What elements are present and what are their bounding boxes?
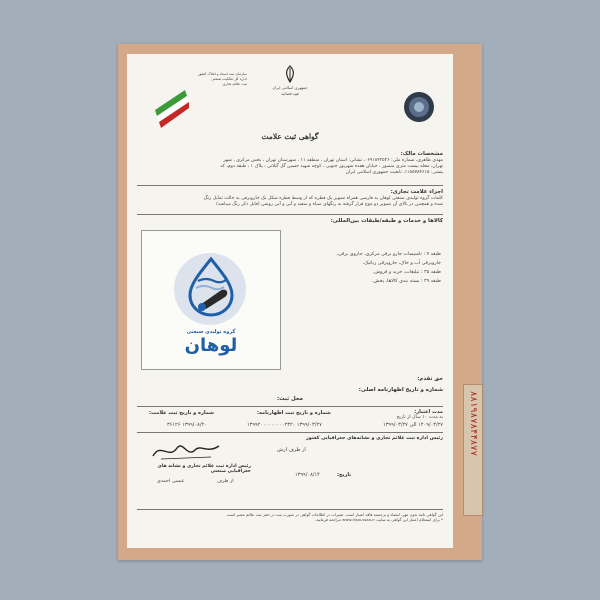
divider bbox=[137, 406, 443, 407]
registration-value: ۱۳۹۹/۰۸/۲۰ ۳۶۱۲۶ bbox=[167, 422, 207, 428]
signature-note: رئیس اداره ثبت علائم تجاری و نشانه‌های جغرافیایی کشور bbox=[305, 436, 443, 441]
priority-label: حق تقدم: bbox=[417, 376, 443, 382]
classes-label: کالاها و خدمات و طبقه/طبقات بین‌المللی: bbox=[330, 218, 443, 224]
footer-note-1: * برای استعلام اعتبار این گواهی به سایت www.iripo.ssaa.ir مراجعه فرمایید. bbox=[315, 517, 443, 523]
logo-subtitle: گروه تولیدی صنعتی bbox=[186, 329, 236, 335]
side-serial: ۸۸۱۹۸۷۸۴۴۸۷۷ bbox=[468, 391, 478, 457]
signature-block: رئیس اداره ثبت علائم تجاری و نشانه های جغرافیایی صنعتی bbox=[157, 464, 251, 474]
divider bbox=[137, 214, 443, 215]
drop-vacuum-logo bbox=[180, 255, 242, 317]
header-small-1: قوه قضائیه bbox=[281, 91, 299, 96]
certificate-frame bbox=[118, 44, 482, 560]
class-line-1: جاروبرقی آب و خاک، جاروبرقی رباتیک. bbox=[362, 261, 441, 267]
features-line-1: شده و همچنین در بالای آن تصویر دو موج قرار گرفته به رنگهای سیاه و سفید و آبی و آبی روشن (قابل ذکر رنگ میباشد) bbox=[216, 202, 443, 208]
owner-line-2: پستی: ۱۱۸۵۷۸۴۶۱۵، تابعیت جمهوری اسلامی ایران bbox=[345, 170, 443, 176]
hologram-seal-icon bbox=[399, 90, 439, 124]
features-text bbox=[139, 196, 443, 208]
signer-line: عیسی احمدی bbox=[157, 479, 185, 484]
issue-date: ۱۳۹۹/۰۸/۱۴ bbox=[295, 472, 320, 478]
registration-header: شماره و تاریخ ثبت علامت: bbox=[149, 410, 214, 416]
owner-text bbox=[139, 158, 443, 177]
application-header: شماره و تاریخ ثبت اظهارنامه: bbox=[257, 410, 331, 416]
side-serial-stamp bbox=[463, 384, 483, 516]
class-line-3: طبقه ۳۹ : بسته بندی کالاها، پخش. bbox=[372, 279, 441, 285]
iran-flag-ribbon bbox=[155, 90, 189, 144]
logo-brand: لوهان bbox=[184, 335, 238, 356]
trademark-box bbox=[141, 230, 281, 370]
range-label: به مدت ۱۰ سال از تاریخ bbox=[396, 415, 443, 420]
footer-notes bbox=[139, 512, 443, 523]
application-value: ۱۳۹۹/۰۳/۲۷ ۱۳۹۹۲۰۰۰۰۰۰۰۰۰۲۳۲۰ bbox=[247, 422, 322, 428]
owner-label: مشخصات مالک: bbox=[400, 151, 443, 157]
features-line-0: کلمات گروه تولیدی صنعتی لوهان به فارسی همراه تصویر یک قطره که از وسط قطره شکل یک جاروبرقی به حالت تمایل رنگ bbox=[203, 196, 443, 201]
class-line-2: طبقه ۳۵ : تبلیغات، خرید و فروش. bbox=[372, 270, 441, 276]
validity-value: ۱۴۰۹/۰۳/۲۷ الی ۱۳۹۹/۰۳/۲۷ bbox=[383, 422, 443, 428]
certificate-title: گواهی ثبت علامت bbox=[261, 132, 319, 141]
issue-label: تاریخ: bbox=[337, 472, 352, 478]
header-small-0: جمهوری اسلامی ایران bbox=[272, 85, 308, 90]
certificate-paper bbox=[127, 54, 453, 548]
divider bbox=[137, 509, 443, 510]
validity-header: مدت اعتبار: bbox=[414, 409, 443, 415]
country-label: محل ثبت: bbox=[277, 396, 303, 402]
transfer-label: شماره و تاریخ اظهارنامه اصلی: bbox=[358, 387, 443, 393]
signature-from: از طرف bbox=[217, 479, 234, 484]
divider bbox=[137, 432, 443, 433]
classes-text bbox=[277, 250, 441, 286]
header-small-2: سازمان ثبت اسناد و املاک کشور bbox=[197, 72, 247, 76]
header-small-4: ثبت علائم تجاری bbox=[222, 81, 247, 86]
header-small-3: اداره کل مالکیت صنعتی bbox=[211, 76, 247, 81]
signature-side: از طرف ارش bbox=[277, 447, 306, 453]
features-label: اجزاء علامت تجاری: bbox=[390, 189, 443, 195]
footer-note-0: این گواهی نامه بدون مهر، امضاء و برجسته فاقد اعتبار است. تغییرات در اطلاعات گواهی در صورت ثبت در دفتر ثبت علائم معتبر است. bbox=[225, 512, 443, 517]
owner-line-0: مهدی طاهری، شماره ملی: ۰۶۹۱۸۴۲۵۲۶، نشانی: استان تهران ، منطقه ۱۱ ، شهرستان تهران ، بخش مرکزی ، شهر bbox=[223, 158, 443, 163]
signature-scribble bbox=[151, 440, 221, 462]
emblem-icon bbox=[280, 64, 300, 84]
owner-line-1: تهران، محله بیست متری منصور ، خیابان هفده شهریور جنوبی ، کوچه شهید حسین گل گیلانی ، پلاک ۱ ، طبقه دوم، کد bbox=[220, 164, 443, 170]
divider bbox=[137, 185, 443, 186]
header-left-block bbox=[155, 72, 247, 87]
class-line-0: طبقه ۷ : تاسیسات جارو برقی مرکزی، جاروی برقی، bbox=[336, 252, 441, 257]
